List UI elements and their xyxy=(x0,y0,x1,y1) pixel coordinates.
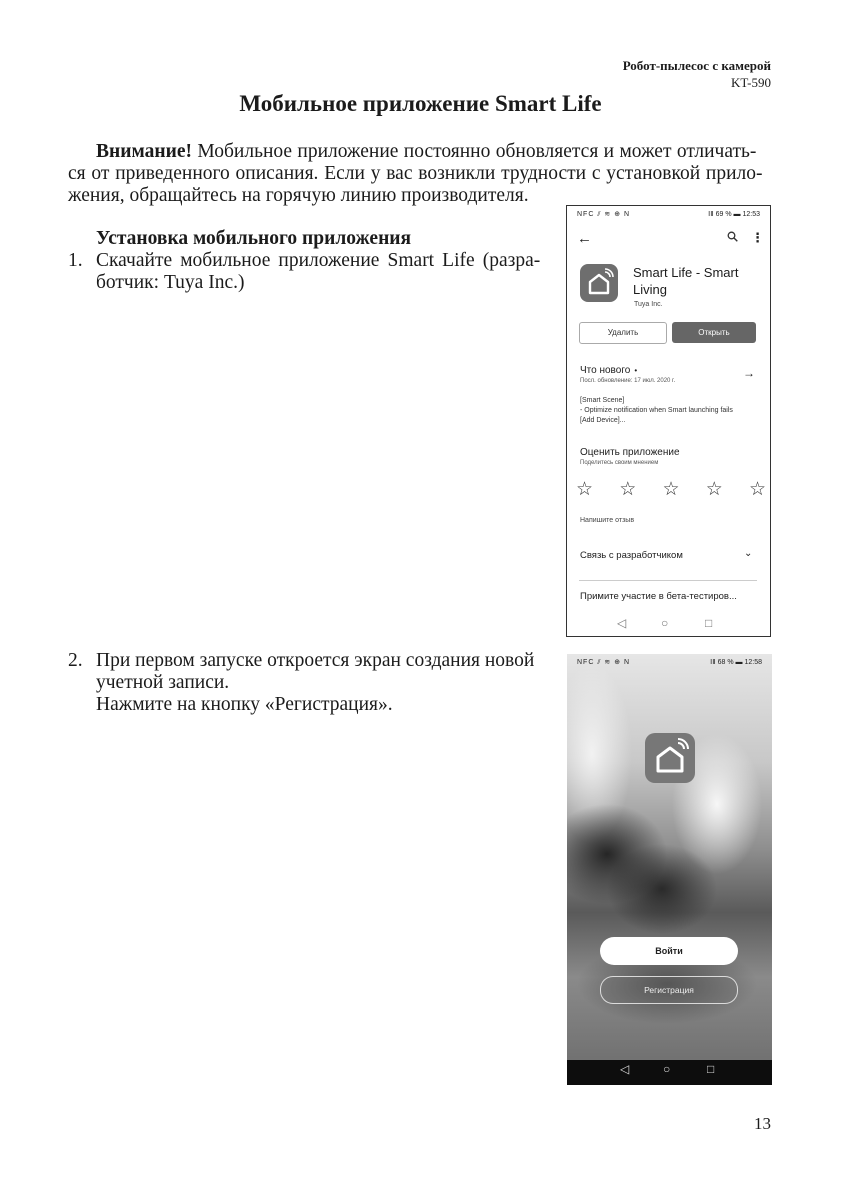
rating-stars xyxy=(576,480,766,500)
last-update: Посл. обновление: 17 июл. 2020 г. xyxy=(580,378,676,384)
arrow-right-icon[interactable]: → xyxy=(743,366,755,380)
star-outline-icon[interactable]: ☆ xyxy=(748,479,766,500)
star-outline-icon[interactable]: ☆ xyxy=(619,479,637,500)
star-outline-icon[interactable]: ☆ xyxy=(662,479,680,500)
square-recent-icon[interactable]: □ xyxy=(707,1062,715,1076)
release-note: - Optimize notification when Smart launching fails xyxy=(580,407,733,414)
status-battery-time: ⅠⅡ 69 % ▬ 12:53 xyxy=(708,211,760,218)
whats-new-label: Что нового xyxy=(580,365,631,376)
notice-line2: ся от приведенного описания. Если у вас возникли трудности с установкой прило- xyxy=(68,163,763,184)
status-battery-time: ⅠⅡ 68 % ▬ 12:58 xyxy=(710,659,762,666)
status-bar xyxy=(567,206,770,224)
step-2-line-2: учетной записи. xyxy=(96,672,230,693)
status-bar xyxy=(567,654,772,672)
store-screenshot xyxy=(566,205,771,637)
status-icons: NFC ⫽ ≋ ⊕ N xyxy=(577,659,631,666)
write-review-link[interactable]: Напишите отзыв xyxy=(580,517,635,524)
open-button[interactable]: Открыть xyxy=(672,322,756,343)
status-icons: NFC ⫽ ≋ ⊕ N xyxy=(577,211,631,218)
page-title: Мобильное приложение Smart Life xyxy=(239,91,602,116)
step-number: 1. xyxy=(68,250,83,271)
login-button[interactable]: Войти xyxy=(600,937,738,965)
beta-program[interactable]: Примите участие в бета-тестиров... xyxy=(580,591,737,602)
release-note: [Smart Scene] xyxy=(580,397,625,404)
nav-bar xyxy=(567,1060,772,1085)
more-vert-icon[interactable]: ⋮ xyxy=(751,230,764,245)
triangle-back-icon[interactable]: ◁ xyxy=(620,1062,630,1076)
nav-bar xyxy=(567,614,770,636)
login-screenshot xyxy=(567,654,772,1085)
star-outline-icon[interactable]: ☆ xyxy=(705,479,723,500)
uninstall-button[interactable]: Удалить xyxy=(579,322,667,344)
chevron-down-icon[interactable]: ⌄ xyxy=(744,548,753,559)
divider xyxy=(579,580,757,581)
release-notes xyxy=(580,396,770,426)
header-model: KT-590 xyxy=(731,75,771,90)
release-note: [Add Device]... xyxy=(580,417,626,424)
step-1-line-1: Скачайте мобильное приложение Smart Life (разра- xyxy=(96,250,541,271)
app-name: Smart Life - Smart Living xyxy=(633,265,739,297)
circle-home-icon[interactable]: ○ xyxy=(663,1062,671,1076)
circle-home-icon[interactable]: ○ xyxy=(661,616,669,630)
search-icon[interactable] xyxy=(727,230,738,245)
star-outline-icon[interactable]: ☆ xyxy=(576,479,594,500)
step-2-line-1: При первом запуске откроется экран создания новой xyxy=(96,650,535,671)
rate-app-subtitle: Поделитесь своим мнением xyxy=(580,460,659,466)
notice-paragraph xyxy=(68,141,772,207)
app-developer[interactable]: Tuya Inc. xyxy=(634,301,663,308)
notice-line3: жения, обращайтесь на горячую линию производителя. xyxy=(68,185,529,206)
triangle-back-icon[interactable]: ◁ xyxy=(617,616,627,630)
new-dot: • xyxy=(634,366,638,375)
section-heading: Установка мобильного приложения xyxy=(96,228,412,249)
rate-app-heading: Оценить приложение xyxy=(580,447,680,458)
whats-new-heading[interactable] xyxy=(580,365,637,376)
step-2-line-3: Нажмите на кнопку «Регистрация». xyxy=(96,694,393,715)
app-icon xyxy=(580,264,618,302)
notice-lead: Внимание! xyxy=(96,141,192,162)
arrow-left-icon[interactable]: ← xyxy=(577,230,592,247)
square-recent-icon[interactable]: □ xyxy=(705,616,713,630)
step-number: 2. xyxy=(68,650,83,671)
step-1-line-2: ботчик: Tuya Inc.) xyxy=(96,272,245,293)
register-button[interactable]: Регистрация xyxy=(600,976,738,1004)
contact-developer[interactable]: Связь с разработчиком xyxy=(580,550,683,561)
step-1 xyxy=(68,250,554,294)
page-number: 13 xyxy=(754,1114,771,1133)
app-icon xyxy=(645,733,695,783)
header-product: Робот-пылесос с камерой xyxy=(622,58,771,73)
notice-line1: Мобильное приложение постоянно обновляется и может отличать- xyxy=(192,141,757,162)
step-2 xyxy=(68,650,554,716)
